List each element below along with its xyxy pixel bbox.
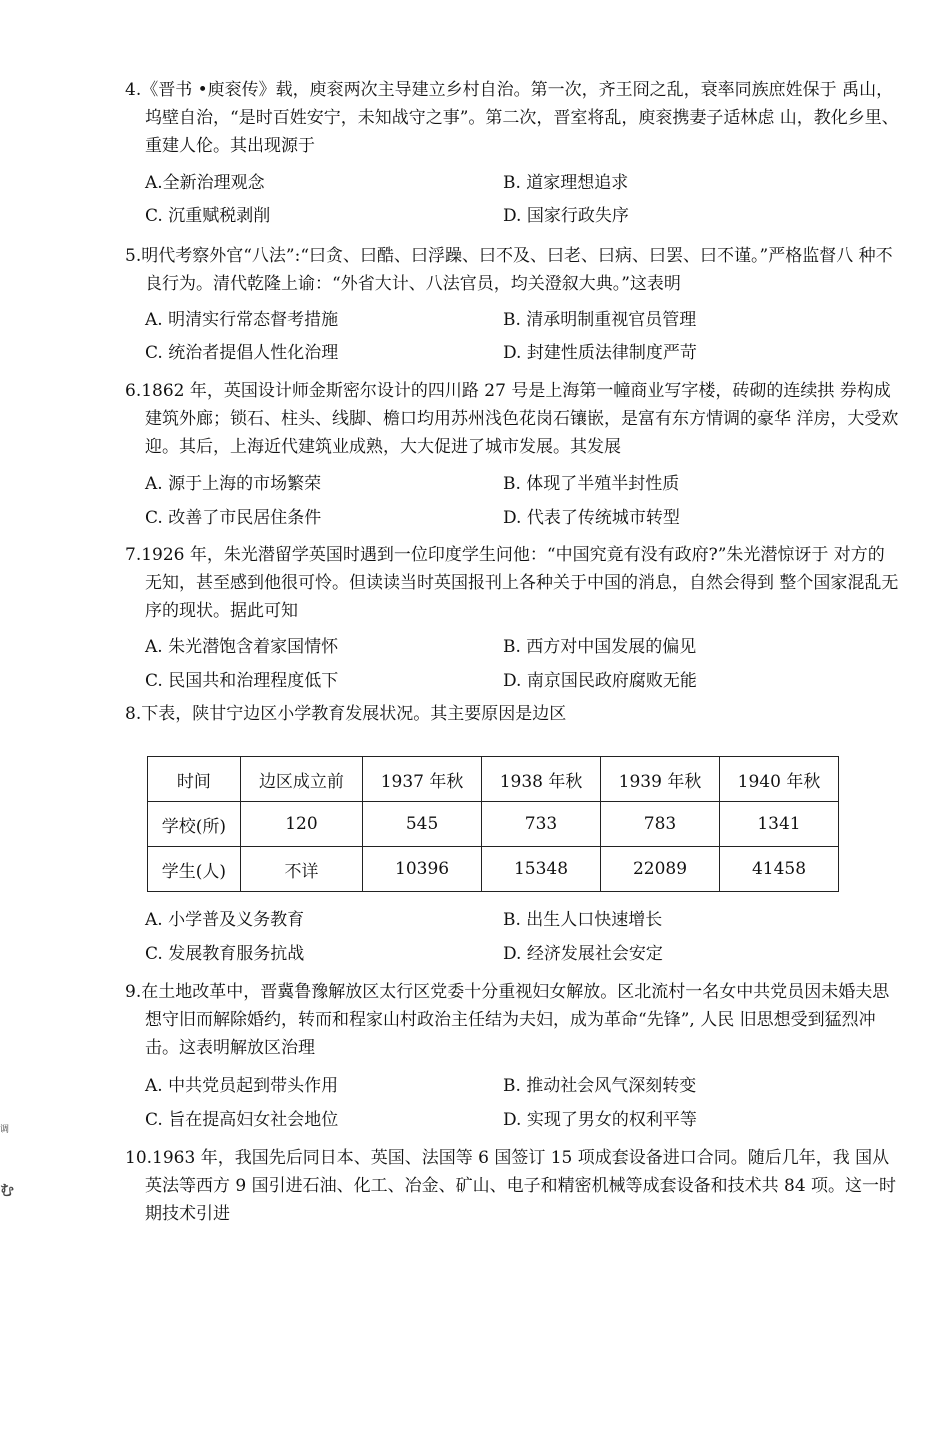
- table-cell: 15348: [482, 847, 601, 892]
- question-4: [125, 76, 900, 160]
- table-cell: 733: [482, 802, 601, 847]
- option-c: C. 改善了市民居住条件: [145, 508, 322, 528]
- question-number: 4.: [125, 80, 142, 100]
- education-table: [147, 756, 839, 892]
- question-7: [125, 541, 900, 625]
- option-d: D. 南京国民政府腐败无能: [503, 671, 697, 691]
- table-cell: 不详: [240, 847, 362, 892]
- question-stem: 下表，陕甘宁边区小学教育发展状况。其主要原因是边区: [141, 704, 567, 724]
- option-a: A. 朱光潜饱含着家国情怀: [145, 637, 339, 657]
- option-d: D. 实现了男女的权利平等: [503, 1110, 697, 1130]
- table-header-cell: 1939 年秋: [601, 757, 720, 802]
- table-header-cell: 时间: [148, 757, 241, 802]
- option-b: B. 道家理想追求: [503, 173, 629, 193]
- margin-mark: む: [0, 1183, 14, 1199]
- question-number: 10.: [125, 1148, 153, 1168]
- option-a: A. 源于上海的市场繁荣: [145, 474, 322, 494]
- option-a: A. 中共党员起到带头作用: [145, 1076, 339, 1096]
- question-stem: 在土地改革中，晋冀鲁豫解放区太行区党委十分重视妇女解放。区北流村一名女中共党员因未婚夫思想守旧而解除婚约，转而和程家山村政治主任结为夫妇，成为革命“先锋”, 人民 旧思想受到猛烈冲击。这表明解放区治理: [141, 982, 890, 1058]
- option-a: A. 明清实行常态督考措施: [145, 310, 339, 330]
- table-cell: 10396: [363, 847, 482, 892]
- option-c: C. 统治者提倡人性化治理: [145, 343, 339, 363]
- option-b: B. 体现了半殖半封性质: [503, 474, 680, 494]
- table-header-cell: 边区成立前: [240, 757, 362, 802]
- table-cell: 545: [363, 802, 482, 847]
- question-6: [125, 377, 900, 461]
- option-d: D. 经济发展社会安定: [503, 944, 663, 964]
- question-stem: 1862 年，英国设计师金斯密尔设计的四川路 27 号是上海第一幢商业写字楼，砖砌的连续拱 券构成建筑外廊；锁石、柱头、线脚、檐口均用苏州浅色花岗石镶嵌，是富有东方情调的豪华 洋房，大受欢迎。其后，上海近代建筑业成熟，大大促进了城市发展。其发展: [141, 381, 899, 457]
- option-c: C. 民国共和治理程度低下: [145, 671, 339, 691]
- option-c: C. 旨在提高妇女社会地位: [145, 1110, 339, 1130]
- table-cell: 学校(所): [148, 802, 241, 847]
- option-b: B. 清承明制重视官员管理: [503, 310, 697, 330]
- question-8: [125, 700, 900, 728]
- question-stem: 1926 年，朱光潜留学英国时遇到一位印度学生问他：“中国究竟有没有政府?”朱光潜惊讶于 对方的无知，甚至感到他很可怜。但读读当时英国报刊上各种关于中国的消息，自然会得到 整个国家混乱无序的现状。据此可知: [141, 545, 899, 621]
- option-d: D. 封建性质法律制度严苛: [503, 343, 697, 363]
- question-stem: 《晋书 •庾衮传》载，庾衮两次主导建立乡村自治。第一次，齐王冏之乱，衰率同族庶姓保于 禹山，坞壁自治，“是时百姓安宁，未知战守之事”。第二次，晋室将乱，庾衮携妻子适林虑 山，教化乡里、重建人伦。其出现源于: [141, 80, 899, 156]
- table-header-cell: 1938 年秋: [482, 757, 601, 802]
- question-number: 7.: [125, 545, 142, 565]
- table-header-row: [148, 757, 839, 802]
- question-stem: 明代考察外官“八法”:“曰贪、曰酷、曰浮躁、曰不及、曰老、曰病、曰罢、曰不谨。”严格监督八 种不良行为。清代乾隆上谕：“外省大计、八法官员，均关澄叙大典。”这表明: [141, 246, 893, 294]
- question-number: 9.: [125, 982, 142, 1002]
- question-number: 6.: [125, 381, 142, 401]
- option-a: A.全新治理观念: [145, 173, 265, 193]
- option-b: B. 出生人口快速增长: [503, 910, 663, 930]
- table-row: [148, 802, 839, 847]
- table-row: [148, 847, 839, 892]
- option-d: D. 代表了传统城市转型: [503, 508, 680, 528]
- table-cell: 1341: [719, 802, 838, 847]
- question-number: 5.: [125, 246, 142, 266]
- option-c: C. 发展教育服务抗战: [145, 944, 305, 964]
- table-cell: 学生(人): [148, 847, 241, 892]
- table-cell: 783: [601, 802, 720, 847]
- table-cell: 41458: [719, 847, 838, 892]
- question-9: [125, 978, 900, 1062]
- table-header-cell: 1940 年秋: [719, 757, 838, 802]
- question-5: [125, 242, 900, 298]
- table-header-cell: 1937 年秋: [363, 757, 482, 802]
- question-10: [125, 1144, 900, 1228]
- table-cell: 22089: [601, 847, 720, 892]
- option-b: B. 推动社会风气深刻转变: [503, 1076, 697, 1096]
- option-b: B. 西方对中国发展的偏见: [503, 637, 697, 657]
- table-cell: 120: [240, 802, 362, 847]
- option-c: C. 沉重赋税剥削: [145, 206, 271, 226]
- option-a: A. 小学普及义务教育: [145, 910, 305, 930]
- option-d: D. 国家行政失序: [503, 206, 629, 226]
- question-stem: 1963 年，我国先后同日本、英国、法国等 6 国签订 15 项成套设备进口合同。随后几年，我 国从英法等西方 9 国引进石油、化工、冶金、矿山、电子和精密机械等成套设备和技术共 84 项。这一时期技术引进: [145, 1148, 897, 1224]
- margin-mark: 调: [0, 1125, 10, 1135]
- question-number: 8.: [125, 704, 142, 724]
